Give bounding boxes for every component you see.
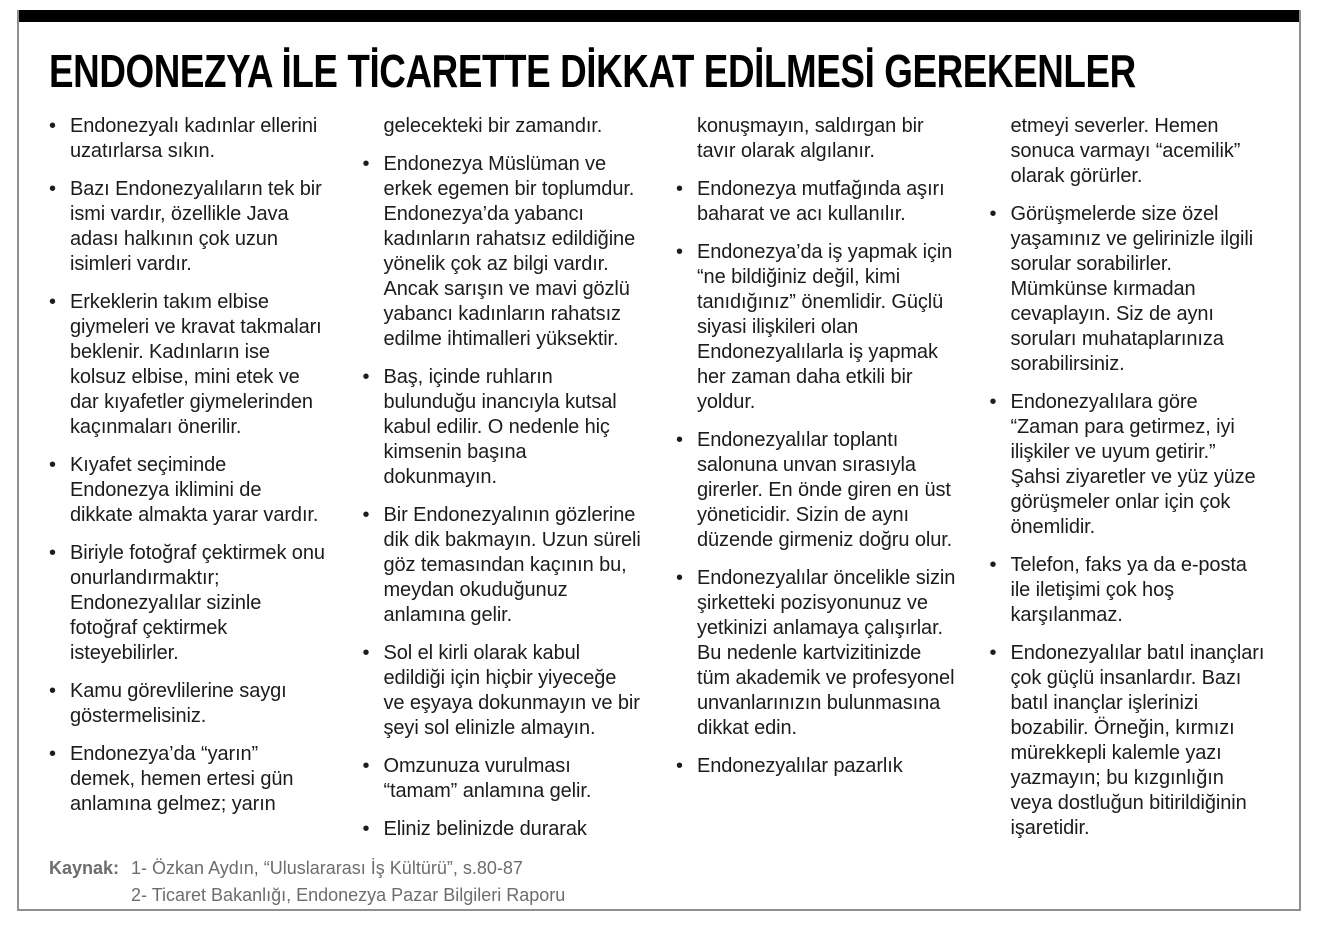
list-item-text: Bir Endonezyalının gözlerine dik dik bakmayın. Uzun süreli göz temasından kaçının bu, meydan okuduğunuz anlamına gelir. [383,504,641,626]
content-columns [19,114,1299,855]
list-item [363,503,643,628]
bullet-icon: • [49,291,57,313]
bullet-icon: • [362,818,370,840]
bullet-icon: • [989,391,997,413]
bullet-icon: • [362,504,370,526]
list-item [363,365,643,490]
list-item [676,240,956,415]
bullet-icon: • [989,203,997,225]
list-item [49,177,329,277]
list-item-text: Endonezya mutfağında aşırı baharat ve acı kullanılır. [697,178,945,225]
bullet-icon: • [676,241,684,263]
list-item-text: Endonezyalı kadınlar ellerini uzatırlarsa sıkın. [70,115,318,162]
list-item-text: Endonezyalılar batıl inançları çok güçlü insanlardır. Bazı batıl inançlar işlerinizi bozabilir. Örneğin, kırmızı mürekkepli kalemle yazı yazmayın; bu kızgınlığın veya dostluğun bitirildiğinin işaretidir. [1010,642,1265,839]
list-item [363,641,643,741]
list-item [49,742,329,817]
bullet-icon: • [676,755,684,777]
bullet-icon: • [49,178,57,200]
bullet-icon: • [676,567,684,589]
list-item-text: Erkeklerin takım elbise giymeleri ve kravat takmaları beklenir. Kadınların ise kolsuz elbise, mini etek ve dar kıyafetler giymelerinden kaçınmaları önerilir. [70,291,322,438]
source-note [49,855,1299,909]
bullet-icon: • [676,178,684,200]
page-title: ENDONEZYA İLE TİCARETTE DİKKAT EDİLMESİ GEREKENLER [49,45,1136,97]
bullet-icon: • [676,429,684,451]
list-item-text: Omzunuza vurulması “tamam” anlamına gelir. [383,755,592,802]
list-item [676,114,956,164]
list-item-text: gelecekteki bir zamandır. [383,115,603,137]
list-item [363,152,643,352]
list-item-text: Endonezya’da “yarın” demek, hemen ertesi gün anlamına gelmez; yarın [70,743,294,815]
list-item [49,290,329,440]
list-item [990,390,1270,540]
list-item-text: Eliniz belinizde durarak [383,818,587,840]
column-3 [676,114,956,792]
bullet-icon: • [989,554,997,576]
list-item-text: Endonezyalılara göre “Zaman para getirmez, iyi ilişkiler ve uyum getirir.” Şahsi ziyaretler ve yüz yüze görüşmeler onlar için çok önemlidir. [1010,391,1256,538]
bullet-icon: • [362,642,370,664]
list-item-text: Bazı Endonezyalıların tek bir ismi vardır, özellikle Java adası halkının çok uzun isimleri vardır. [70,178,322,275]
list-item-text: Biriyle fotoğraf çektirmek onu onurlandırmaktır; Endonezyalılar sizinle fotoğraf çektirmek isteyebilirler. [70,542,325,664]
top-accent-bar [19,10,1299,22]
bullet-icon: • [49,115,57,137]
column-4 [990,114,1270,854]
list-item [363,817,643,842]
bullet-spacer [676,114,697,164]
list-item [49,541,329,666]
list-item-text: konuşmayın, saldırgan bir tavır olarak algılanır. [697,115,924,162]
document-frame [17,10,1301,911]
list-item [49,679,329,729]
source-lines [131,855,565,909]
list-item-text: Görüşmelerde size özel yaşamınız ve gelirinizle ilgili sorular sorabilirler. Mümkünse kırmadan cevaplayın. Siz de aynı soruları muhataplarınıza sorabilirsiniz. [1010,203,1254,375]
list-item-text: Endonezya’da iş yapmak için “ne bildiğiniz değil, kimi tanıdığınız” önemlidir. Güçlü siyasi ilişkileri olan Endonezyalılarla iş yapmak her zaman daha etkili bir yoldur. [697,241,953,413]
bullet-icon: • [989,642,997,664]
bullet-spacer [990,114,1011,189]
list-item-text: Telefon, faks ya da e-posta ile iletişimi çok hoş karşılanmaz. [1010,554,1247,626]
list-item-text: Endonezyalılar pazarlık [697,755,903,777]
list-item [49,114,329,164]
bullet-icon: • [362,366,370,388]
source-line: 2- Ticaret Bakanlığı, Endonezya Pazar Bilgileri Raporu [131,885,566,905]
list-item-text: Endonezyalılar toplantı salonuna unvan sırasıyla girerler. En önde giren en üst yöneticidir. Sizin de aynı düzende girmeniz doğru olur. [697,429,953,551]
source-label: Kaynak: [49,858,120,878]
bullet-icon: • [49,680,57,702]
list-item [49,453,329,528]
bullet-icon: • [49,454,57,476]
bullet-icon: • [49,743,57,765]
list-item [990,114,1270,189]
source-line: 1- Özkan Aydın, “Uluslararası İş Kültürü”, s.80-87 [131,858,523,878]
list-item [363,754,643,804]
list-item-text: etmeyi severler. Hemen sonuca varmayı “acemilik” olarak görürler. [1010,115,1241,187]
list-item-text: Baş, içinde ruhların bulunduğu inancıyla kutsal kabul edilir. O nedenle hiç kimsenin başına dokunmayın. [383,366,617,488]
list-item [990,202,1270,377]
column-1 [49,114,329,830]
column-2 [363,114,643,855]
list-item-text: Sol el kirli olarak kabul edildiği için hiçbir yiyeceğe ve eşyaya dokunmayın ve bir şeyi sol elinizle almayın. [383,642,640,739]
list-item-text: Endonezyalılar öncelikle sizin şirketteki pozisyonunuz ve yetkinizi anlamaya çalışırlar. Bu nedenle kartvizitinizde tüm akademik ve profesyonel unvanlarınızın bulunmasına dikkat edin. [697,567,956,739]
bullet-icon: • [362,153,370,175]
list-item-text: Endonezya Müslüman ve erkek egemen bir toplumdur. Endonezya’da yabancı kadınların rahatsız edildiğine yönelik çok az bilgi vardır. Ancak sarışın ve mavi gözlü yabancı kadınların rahatsız edilme ihtimalleri yüksektir. [383,153,636,350]
bullet-spacer [363,114,384,139]
list-item [676,566,956,741]
list-item-text: Kamu görevlilerine saygı göstermelisiniz. [70,680,287,727]
list-item [363,114,643,139]
list-item [990,553,1270,628]
bullet-icon: • [362,755,370,777]
list-item [990,641,1270,841]
list-item [676,754,956,779]
list-item [676,177,956,227]
bullet-icon: • [49,542,57,564]
list-item [676,428,956,553]
list-item-text: Kıyafet seçiminde Endonezya iklimini de dikkate almakta yarar vardır. [70,454,319,526]
